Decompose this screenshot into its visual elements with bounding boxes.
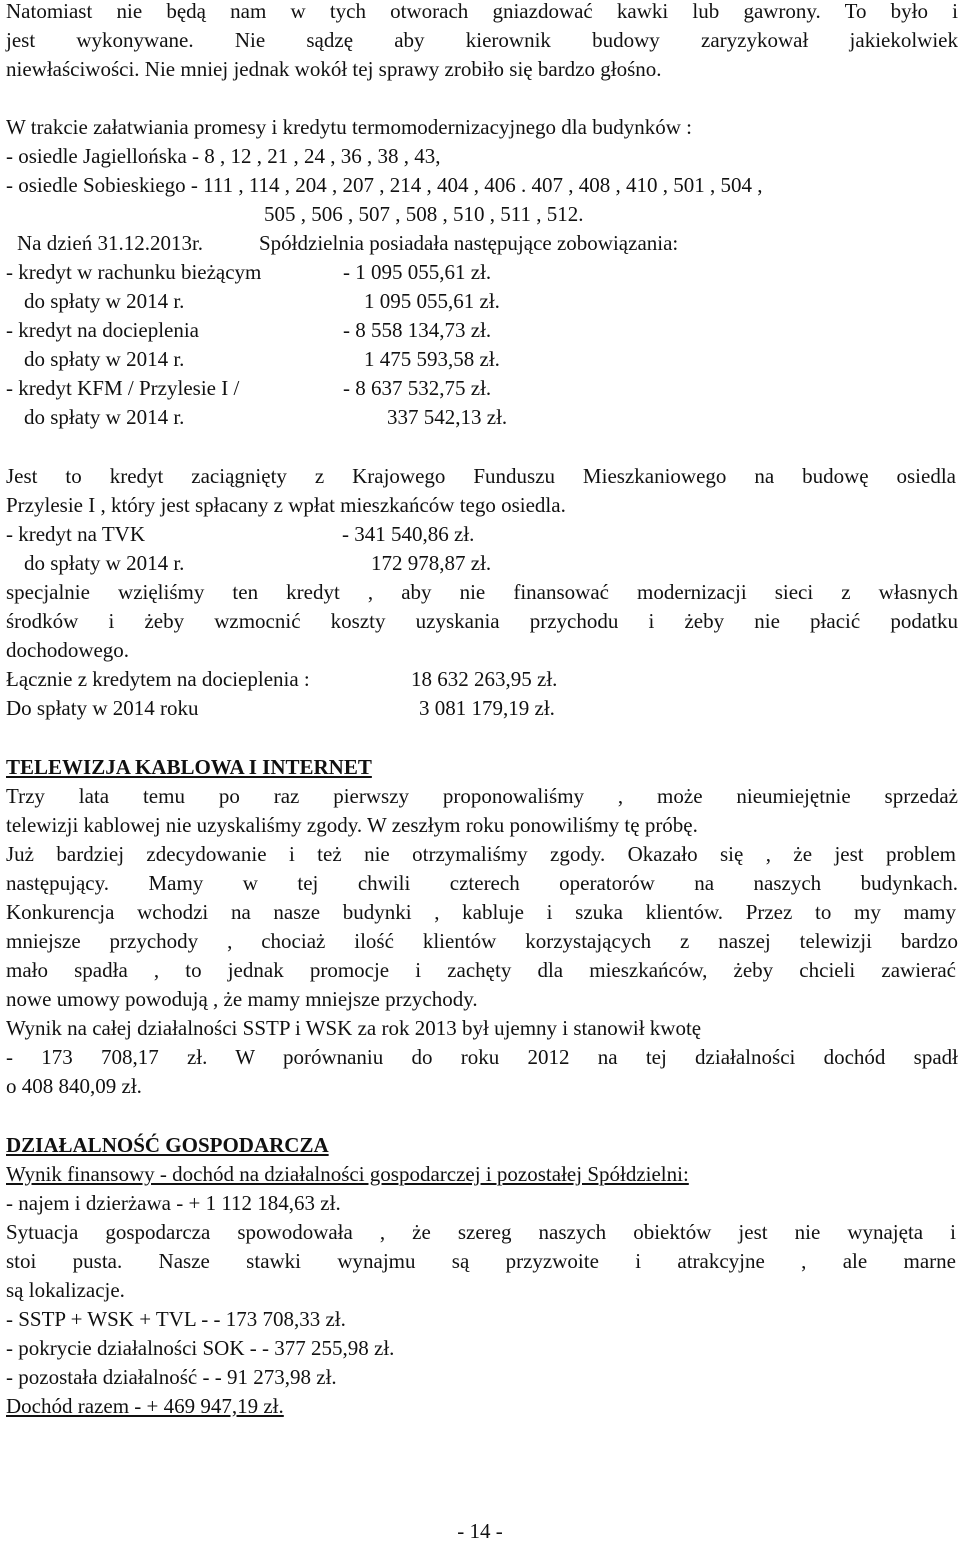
telewizja-line: następujący. Mamy w tej chwili czterech operatorów na naszych budynkach. — [6, 871, 958, 895]
telewizja-line: telewizji kablowej nie uzyskaliśmy zgody. W zeszłym roku ponowiliśmy tę próbę. — [6, 813, 698, 837]
gospodarcza-sok: - pokrycie działalności SOK - - 377 255,98 zł. — [6, 1336, 395, 1360]
intro-line-1: Natomiast nie będą nam w tych otworach gniazdować kawki lub gawrony. To było i — [6, 0, 958, 23]
liability-amount: - 8 558 134,73 zł. — [343, 318, 492, 342]
liability-due-label: do spłaty w 2014 r. — [24, 347, 185, 371]
gospodarcza-line: stoi pusta. Nasze stawki wynajmu są przyzwoite i atrakcyjne , ale marne — [6, 1249, 956, 1273]
telewizja-line: nowe umowy powodują , że mamy mniejsze przychody. — [6, 987, 478, 1011]
liability-label: - kredyt KFM / Przylesie I / — [6, 376, 240, 400]
tvk-label: - kredyt na TVK — [6, 522, 145, 546]
section-heading-telewizja: TELEWIZJA KABLOWA I INTERNET — [6, 755, 372, 779]
gospodarcza-line: są lokalizacje. — [6, 1278, 125, 1302]
page-number: - 14 - — [457, 1519, 503, 1543]
promesa-sobieskiego: - osiedle Sobieskiego - 111 , 114 , 204 , 207 , 214 , 404 , 406 . 407 , 408 , 410 , 501 , 504 , — [6, 173, 763, 197]
intro-line-3: niewłaściwości. Nie mniej jednak wokół tej sprawy zrobiło się bardzo głośno. — [6, 57, 662, 81]
liability-due-label: do spłaty w 2014 r. — [24, 289, 185, 313]
gospodarcza-subheading: Wynik finansowy - dochód na działalności gospodarczej i pozostałej Spółdzielni: — [6, 1162, 689, 1186]
gospodarcza-dochod-razem: Dochód razem - + 469 947,19 zł. — [6, 1394, 284, 1418]
tvk-note-1: specjalnie wzięliśmy ten kredyt , aby nie finansować modernizacji sieci z własnych — [6, 580, 958, 604]
telewizja-line: o 408 840,09 zł. — [6, 1074, 142, 1098]
zobowiazania-date: Na dzień 31.12.2013r. — [17, 231, 204, 255]
tvk-due-label: do spłaty w 2014 r. — [24, 551, 185, 575]
liability-label: - kredyt w rachunku bieżącym — [6, 260, 262, 284]
kfm-line-2: Przylesie I , który jest spłacany z wpłat mieszkańców tego osiedla. — [6, 493, 566, 517]
tvk-amount: - 341 540,86 zł. — [342, 522, 475, 546]
total-due-amount: 3 081 179,19 zł. — [419, 696, 555, 720]
intro-line-2: jest wykonywane. Nie sądzę aby kierownik budowy zaryzykował jakiekolwiek — [6, 28, 958, 52]
telewizja-line: Trzy lata temu po raz pierwszy proponowaliśmy , może nieumiejętnie sprzedaż — [6, 784, 958, 808]
tvk-due-amount: 172 978,87 zł. — [371, 551, 492, 575]
telewizja-line: - 173 708,17 zł. W porównaniu do roku 2012 na tej działalności dochód spadł — [6, 1045, 958, 1069]
tvk-note-3: dochodowego. — [6, 638, 130, 662]
promesa-jagiellonska: - osiedle Jagiellońska - 8 , 12 , 21 , 24 , 36 , 38 , 43, — [6, 144, 441, 168]
liability-amount: - 8 637 532,75 zł. — [343, 376, 492, 400]
total-label: Łącznie z kredytem na docieplenia : — [6, 667, 310, 691]
gospodarcza-line: Sytuacja gospodarcza spowodowała , że szereg naszych obiektów jest nie wynajęta i — [6, 1220, 956, 1244]
promesa-heading: W trakcie załatwiania promesy i kredytu termomodernizacyjnego dla budynków : — [6, 115, 692, 139]
liability-label: - kredyt na docieplenia — [6, 318, 199, 342]
zobowiazania-heading: Spółdzielnia posiadała następujące zobowiązania: — [259, 231, 679, 255]
section-heading-gospodarcza: DZIAŁALNOŚĆ GOSPODARCZA — [6, 1133, 329, 1157]
kfm-line-1: Jest to kredyt zaciągnięty z Krajowego Funduszu Mieszkaniowego na budowę osiedla — [6, 464, 956, 488]
promesa-sobieskiego-cont: 505 , 506 , 507 , 508 , 510 , 511 , 512. — [264, 202, 584, 226]
gospodarcza-pozostala: - pozostała działalność - - 91 273,98 zł. — [6, 1365, 337, 1389]
liability-due-amount: 337 542,13 zł. — [387, 405, 508, 429]
liability-due-label: do spłaty w 2014 r. — [24, 405, 185, 429]
liability-due-amount: 1 095 055,61 zł. — [364, 289, 500, 313]
total-due-label: Do spłaty w 2014 roku — [6, 696, 199, 720]
telewizja-line: mało spadła , to jednak promocje i zachęty dla mieszkańców, żeby chcieli zawierać — [6, 958, 956, 982]
telewizja-line: Wynik na całej działalności SSTP i WSK za rok 2013 był ujemny i stanowił kwotę — [6, 1016, 702, 1040]
telewizja-line: Konkurencja wchodzi na nasze budynki , kabluje i szuka klientów. Przez to my mamy — [6, 900, 956, 924]
liability-amount: - 1 095 055,61 zł. — [343, 260, 492, 284]
liability-due-amount: 1 475 593,58 zł. — [364, 347, 500, 371]
total-amount: 18 632 263,95 zł. — [411, 667, 558, 691]
gospodarcza-sstp: - SSTP + WSK + TVL - - 173 708,33 zł. — [6, 1307, 346, 1331]
telewizja-line: mniejsze przychody , chociaż ilość klientów korzystających z naszej telewizji bardzo — [6, 929, 958, 953]
tvk-note-2: środków i żeby wzmocnić koszty uzyskania przychodu i żeby nie płacić podatku — [6, 609, 958, 633]
gospodarcza-najem: - najem i dzierżawa - + 1 112 184,63 zł. — [6, 1191, 341, 1215]
telewizja-line: Już bardziej zdecydowanie i też nie otrzymaliśmy zgody. Okazało się , że jest problem — [6, 842, 956, 866]
